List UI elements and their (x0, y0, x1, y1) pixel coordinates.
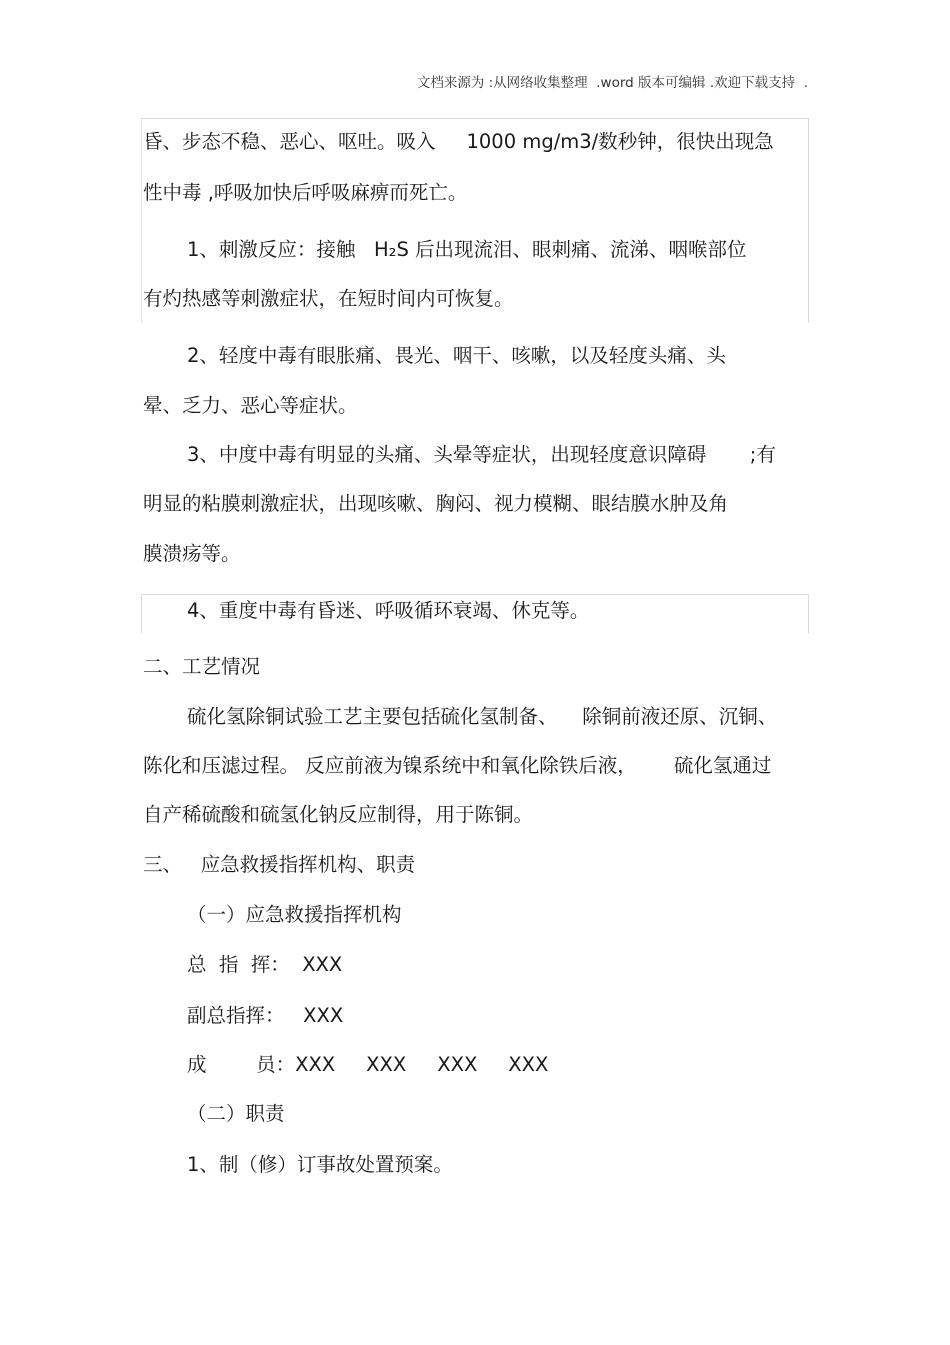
text-line: 总 指 挥： XXX (187, 953, 343, 976)
text-line: 昏、步态不稳、恶心、呕吐。吸入 1000 mg/m3/数秒钟，很快出现急 (143, 130, 774, 153)
text-line: 副总指挥： XXX (187, 1004, 344, 1027)
text-line: 硫化氢除铜试验工艺主要包括硫化氢制备、 除铜前液还原、沉铜、 (187, 705, 778, 728)
text-line: 性中毒 ,呼吸加快后呼吸麻痹而死亡。 (143, 181, 468, 204)
text-line: （一）应急救援指挥机构 (187, 903, 402, 926)
text-line: 晕、乏力、恶心等症状。 (143, 394, 358, 417)
text-line: 有灼热感等刺激症状，在短时间内可恢复。 (143, 287, 514, 310)
text-line: 陈化和压滤过程。 反应前液为镍系统中和氧化除铁后液， 硫化氢通过 (143, 754, 772, 777)
text-line: 自产稀硫酸和硫氢化钠反应制得，用于陈铜。 (143, 803, 534, 826)
page-header: 文档来源为 :从网络收集整理 .word 版本可编辑 .欢迎下载支持 . (416, 75, 808, 91)
text-line: 膜溃疡等。 (143, 542, 241, 565)
text-line: 二、工艺情况 (143, 655, 261, 678)
text-line: 三、 应急救援指挥机构、职责 (143, 853, 416, 876)
text-line: 3、中度中毒有明显的头痛、头晕等症状，出现轻度意识障碍 ;有 (187, 443, 776, 466)
text-line: （二）职责 (187, 1102, 285, 1125)
text-line: 成 员：XXX XXX XXX XXX (187, 1053, 549, 1076)
text-line: 1、制（修）订事故处置预案。 (187, 1153, 453, 1176)
text-line: 明显的粘膜刺激症状，出现咳嗽、胸闷、视力模糊、眼结膜水肿及角 (143, 492, 729, 515)
text-line: 1、刺激反应：接触 H₂S 后出现流泪、眼刺痛、流涕、咽喉部位 (187, 238, 747, 261)
text-line: 2、轻度中毒有眼胀痛、畏光、咽干、咳嗽，以及轻度头痛、头 (187, 344, 726, 367)
text-line: 4、重度中毒有昏迷、呼吸循环衰竭、休克等。 (187, 599, 590, 622)
